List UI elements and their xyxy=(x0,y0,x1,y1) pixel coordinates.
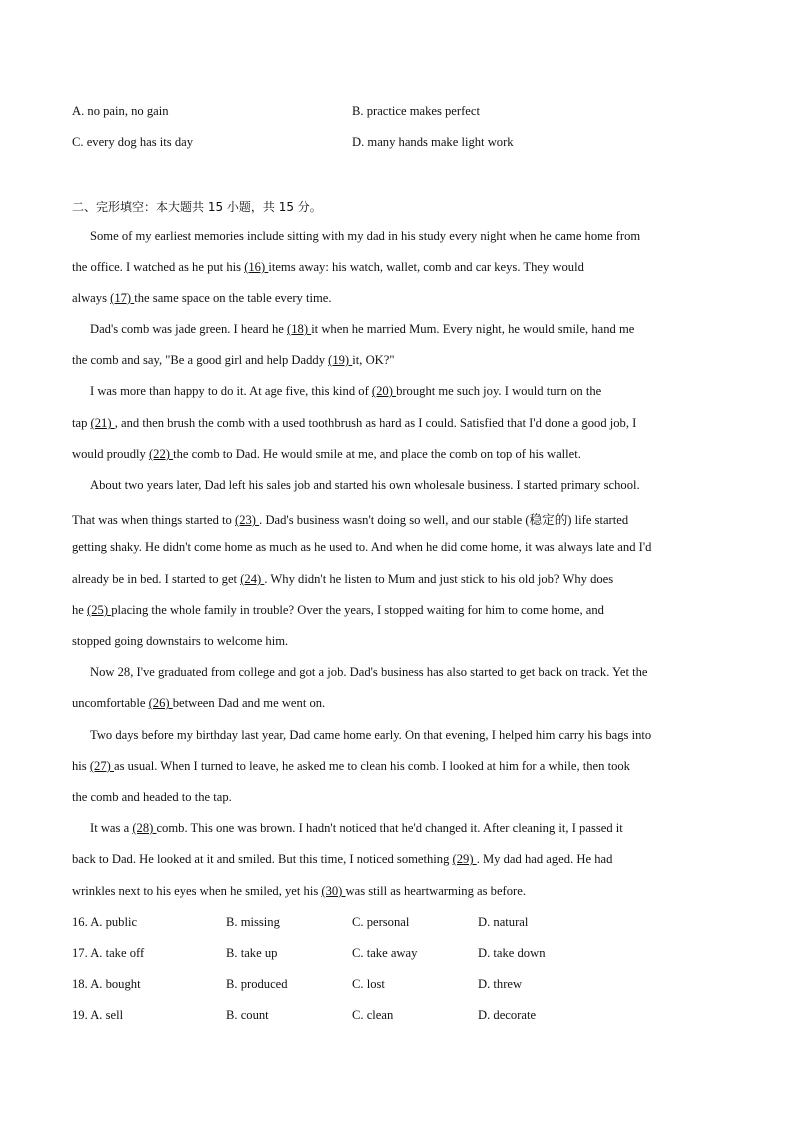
blank-18: (18) xyxy=(287,322,312,336)
text: the office. I watched as he put his xyxy=(72,260,245,274)
q19-option-d: D. decorate xyxy=(478,1008,537,1022)
q17-option-d: D. take down xyxy=(478,946,546,960)
text: tap xyxy=(72,416,91,430)
text: the same space on the table every time. xyxy=(134,291,332,305)
text: between Dad and me went on. xyxy=(172,696,326,710)
passage-line xyxy=(72,509,628,528)
passage-line xyxy=(72,291,332,306)
text: always xyxy=(72,291,111,305)
blank-29: (29) xyxy=(452,852,477,866)
text: Dad's comb was jade green. I heard he xyxy=(90,322,288,336)
blank-24: (24) xyxy=(240,572,265,586)
text: already be in bed. I started to get xyxy=(72,572,241,586)
text: . My dad had aged. He had xyxy=(476,852,613,866)
blank-16: (16) xyxy=(244,260,269,274)
text: uncomfortable xyxy=(72,696,149,710)
passage-line xyxy=(72,416,636,431)
text: the comb and say, "Be a good girl and help Daddy xyxy=(72,353,329,367)
blank-27: (27) xyxy=(89,759,114,773)
q19-option-a: 19. A. sell xyxy=(72,1008,124,1022)
text: was still as heartwarming as before. xyxy=(345,884,526,898)
option-d: D. many hands make light work xyxy=(352,135,514,149)
passage-line: stopped going downstairs to welcome him. xyxy=(72,634,289,648)
passage-line xyxy=(72,852,612,867)
q16-option-a: 16. A. public xyxy=(72,915,138,929)
section-heading: 二、完形填空：本大题共 15 小题，共 15 分。 xyxy=(72,200,322,214)
blank-23: (23) xyxy=(235,513,260,527)
passage-line xyxy=(72,447,581,462)
passage-line xyxy=(90,322,634,337)
passage-line xyxy=(72,260,584,275)
text: would proudly xyxy=(72,447,149,461)
blank-26: (26) xyxy=(148,696,173,710)
blank-19: (19) xyxy=(328,353,353,367)
option-c: C. every dog has its day xyxy=(72,135,194,149)
passage-line: Two days before my birthday last year, Dad came home early. On that evening, I helped him carry his bags into xyxy=(90,728,652,742)
q16-option-c: C. personal xyxy=(352,915,410,929)
passage-line: Some of my earliest memories include sitting with my dad in his study every night when he came home from xyxy=(90,229,641,243)
blank-21: (21) xyxy=(90,416,115,430)
blank-20: (20) xyxy=(371,384,397,398)
q18-option-c: C. lost xyxy=(352,977,385,991)
q17-option-b: B. take up xyxy=(226,946,278,960)
q16-option-b: B. missing xyxy=(226,915,280,929)
passage-line xyxy=(72,884,526,899)
passage-line: Now 28, I've graduated from college and got a job. Dad's business has also started to get back on track. Yet the xyxy=(90,665,648,679)
text: It was a xyxy=(90,821,133,835)
text: That was when things started to xyxy=(72,513,235,527)
blank-25: (25) xyxy=(87,603,112,617)
text: I was more than happy to do it. At age five, this kind of xyxy=(90,384,372,398)
text: the comb to Dad. He would smile at me, and place the comb on top of his wallet. xyxy=(173,447,581,461)
q17-option-c: C. take away xyxy=(352,946,418,960)
text: back to Dad. He looked at it and smiled. But this time, I noticed something xyxy=(72,852,453,866)
text: . Dad's business wasn't doing so well, and our stable (稳定的) life started xyxy=(259,513,629,527)
text: as usual. When I turned to leave, he asked me to clean his comb. I looked at him for a while, then took xyxy=(114,759,630,773)
blank-22: (22) xyxy=(148,447,174,461)
text: , and then brush the comb with a used toothbrush as hard as I could. Satisfied that I'd done a good job, I xyxy=(114,416,637,430)
passage-line xyxy=(72,696,325,711)
blank-17: (17) xyxy=(110,291,135,305)
passage-line xyxy=(72,759,630,774)
passage-line xyxy=(72,353,395,368)
q19-option-b: B. count xyxy=(226,1008,269,1022)
q17-option-a: 17. A. take off xyxy=(72,946,145,960)
passage-line xyxy=(72,572,613,587)
text: wrinkles next to his eyes when he smiled, yet his xyxy=(72,884,322,898)
q18-option-a: 18. A. bought xyxy=(72,977,141,991)
passage-line: getting shaky. He didn't come home as much as he used to. And when he did come home, it was always late and I'd xyxy=(72,540,652,554)
passage-line: the comb and headed to the tap. xyxy=(72,790,232,804)
text: brought me such joy. I would turn on the xyxy=(396,384,602,398)
text: comb. This one was brown. I hadn't noticed that he'd changed it. After cleaning it, I passed it xyxy=(156,821,623,835)
text: it, OK?" xyxy=(352,353,395,367)
passage-line xyxy=(90,821,623,836)
passage-line xyxy=(72,603,604,618)
option-b: B. practice makes perfect xyxy=(352,104,480,118)
q16-option-d: D. natural xyxy=(478,915,529,929)
blank-30: (30) xyxy=(321,884,346,898)
q18-option-d: D. threw xyxy=(478,977,523,991)
text: . Why didn't he listen to Mum and just stick to his old job? Why does xyxy=(264,572,614,586)
text: it when he married Mum. Every night, he would smile, hand me xyxy=(311,322,635,336)
text: his xyxy=(72,759,90,773)
text: items away: his watch, wallet, comb and car keys. They would xyxy=(268,260,584,274)
q19-option-c: C. clean xyxy=(352,1008,394,1022)
blank-28: (28) xyxy=(132,821,157,835)
text: he xyxy=(72,603,88,617)
option-a: A. no pain, no gain xyxy=(72,104,169,118)
text: placing the whole family in trouble? Over the years, I stopped waiting for him to come home, and xyxy=(111,603,604,617)
passage-line xyxy=(90,384,601,399)
passage-line: About two years later, Dad left his sales job and started his own wholesale business. I started primary school. xyxy=(90,478,640,492)
q18-option-b: B. produced xyxy=(226,977,288,991)
